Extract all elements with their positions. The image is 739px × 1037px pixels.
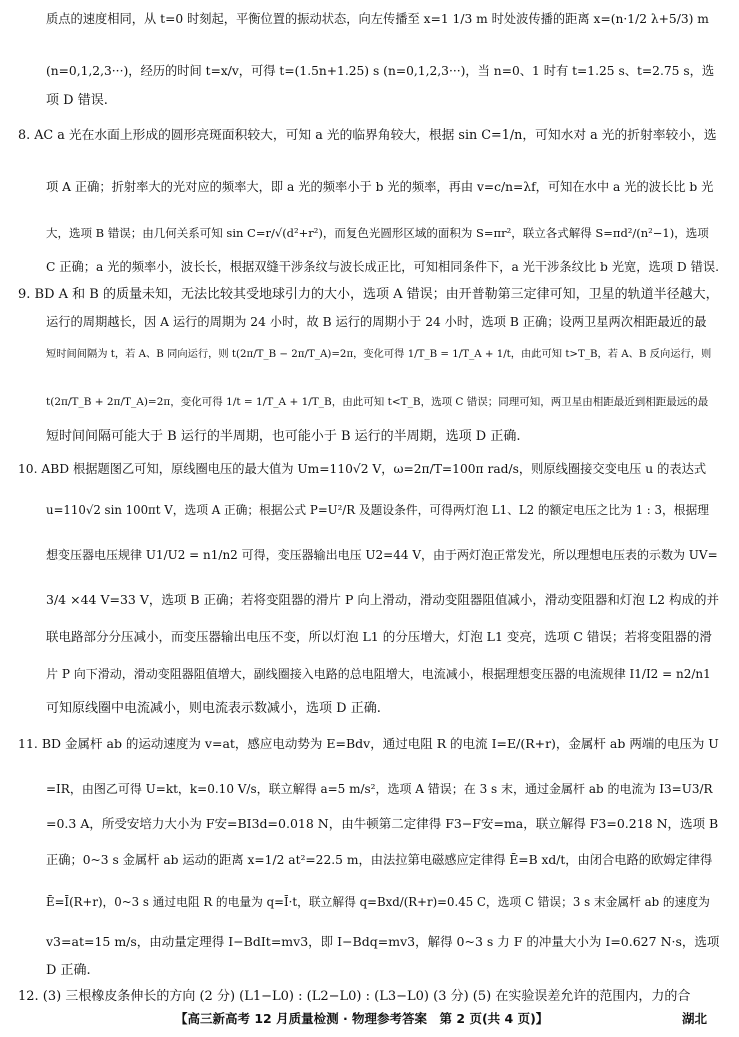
footer-title: 【高三新高考 12 月质量检测 · 物理参考答案 第 2 页(共 4 页)】 [175, 1011, 549, 1026]
text-line: C 正确；a 光的频率小，波长长，根据双缝干涉条纹与波长成正比，可知相同条件下，a 光干涉条纹比 b 光宽，选项 D 错误. [46, 260, 720, 274]
text-line: u=110√2 sin 100πt V，选项 A 正确；根据公式 P=U²/R 及题设条件，可得两灯泡 L1、L2 的额定电压之比为 1 : 3，根据理 [46, 503, 709, 517]
text-line: 项 D 错误. [46, 93, 108, 108]
text-line: 大，选项 B 错误；由几何关系可知 sin C=r/√(d²+r²)，而复色光圆形区域的面积为 S=πr²，联立各式解得 S=πd²/(n²−1)，选项 [46, 226, 709, 240]
text-line: =IR，由图乙可得 U=kt，k=0.10 V/s，联立解得 a=5 m/s²，选项 A 错误；在 3 s 末，通过金属杆 ab 的电流为 I3=U3/R [46, 782, 713, 796]
text-line: 片 P 向下滑动，滑动变阻器阻值增大，副线圈接入电路的总电阻增大，电流减小，根据理想变压器的电流规律 I1/I2 = n2/n1 [46, 667, 711, 681]
text-line: 想变压器电压规律 U1/U2 = n1/n2 可得，变压器输出电压 U2=44 V，由于两灯泡正常发光，所以理想电压表的示数为 UV= [46, 548, 718, 562]
text-line: 可知原线圈中电流减小，则电流表示数减小，选项 D 正确. [46, 701, 381, 716]
answer-9-line: 9. BD A 和 B 的质量未知，无法比较其受地球引力的大小，选项 A 错误；由开普勒第三定律可知，卫星的轨道半径越大， [18, 287, 719, 302]
answer-11-line: 11. BD 金属杆 ab 的运动速度为 v=at，感应电动势为 E=Bdv，通过电阻 R 的电流 I=E/(R+r)，金属杆 ab 两端的电压为 U [18, 736, 719, 751]
text-line: 短时间间隔为 t，若 A、B 同向运行，则 t(2π/T_B − 2π/T_A)=2π，变化可得 1/T_B = 1/T_A + 1/t，由此可知 t>T_B，若 A、B 反向运行，则 [46, 348, 712, 360]
footer-region: 湖北 [682, 1011, 708, 1026]
text-line: v3=at=15 m/s，由动量定理得 I−BdIt=mv3，即 I−Bdq=mv3，解得 0~3 s 力 F 的冲量大小为 I=0.627 N·s，选项 [46, 934, 720, 949]
text-line: t(2π/T_B + 2π/T_A)=2π，变化可得 1/t = 1/T_A + 1/T_B，由此可知 t<T_B，选项 C 错误；同理可知，两卫星由相距最近到相距最远的最 [46, 396, 709, 408]
text-line: 质点的速度相同，从 t=0 时刻起，平衡位置的振动状态，向左传播至 x=1 1/3 m 时处波传播的距离 x=(n·1/2 λ+5/3) m [46, 12, 709, 26]
text-line: 联电路部分分压减小，而变压器输出电压不变，所以灯泡 L1 的分压增大，灯泡 L1 变亮，选项 C 错误；若将变阻器的滑 [46, 629, 712, 644]
answer-10-line: 10. ABD 根据题图乙可知，原线圈电压的最大值为 Um=110√2 V，ω=2π/T=100π rad/s，则原线圈接交变电压 u 的表达式 [18, 462, 707, 476]
text-line: =0.3 A，所受安培力大小为 F安=BI3d=0.018 N，由牛顿第二定律得 F3−F安=ma，联立解得 F3=0.218 N，选项 B [46, 816, 719, 831]
text-line: 正确；0~3 s 金属杆 ab 运动的距离 x=1/2 at²=22.5 m，由法拉第电磁感应定律得 Ē=B xd/t，由闭合电路的欧姆定律得 [46, 853, 713, 867]
text-line: 3/4 ×44 V=33 V，选项 B 正确；若将变阻器的滑片 P 向上滑动，滑动变阻器阻值减小，滑动变阻器和灯泡 L2 构成的并 [46, 592, 720, 607]
text-line: 项 A 正确；折射率大的光对应的频率大，即 a 光的频率小于 b 光的频率，再由 v=c/n=λf，可知在水中 a 光的波长比 b 光 [46, 180, 714, 194]
text-line: Ē=Ī(R+r)，0~3 s 通过电阻 R 的电量为 q=Ī·t，联立解得 q=Bxd/(R+r)=0.45 C，选项 C 错误；3 s 末金属杆 ab 的速度为 [46, 895, 710, 909]
text-line: (n=0,1,2,3···)，经历的时间 t=x/v，可得 t=(1.5n+1.25) s (n=0,1,2,3···)，当 n=0、1 时有 t=1.25 s、t=2.75 s，选 [46, 64, 715, 78]
answer-8-line: 8. AC a 光在水面上形成的圆形亮斑面积较大，可知 a 光的临界角较大，根据 sin C=1/n，可知水对 a 光的折射率较小，选 [18, 128, 717, 143]
text-line: 短时间间隔可能大于 B 运行的半周期，也可能小于 B 运行的半周期，选项 D 正确. [46, 429, 521, 444]
text-line: D 正确. [46, 963, 91, 978]
answer-12-line: 12. (3) 三根橡皮条伸长的方向 (2 分) (L1−L0) : (L2−L0) : (L3−L0) (3 分) (5) 在实验误差允许的范围内，力的合 [18, 989, 691, 1004]
text-line: 运行的周期越长，因 A 运行的周期为 24 小时，故 B 运行的周期小于 24 小时，选项 B 正确；设两卫星两次相距最近的最 [46, 315, 707, 329]
